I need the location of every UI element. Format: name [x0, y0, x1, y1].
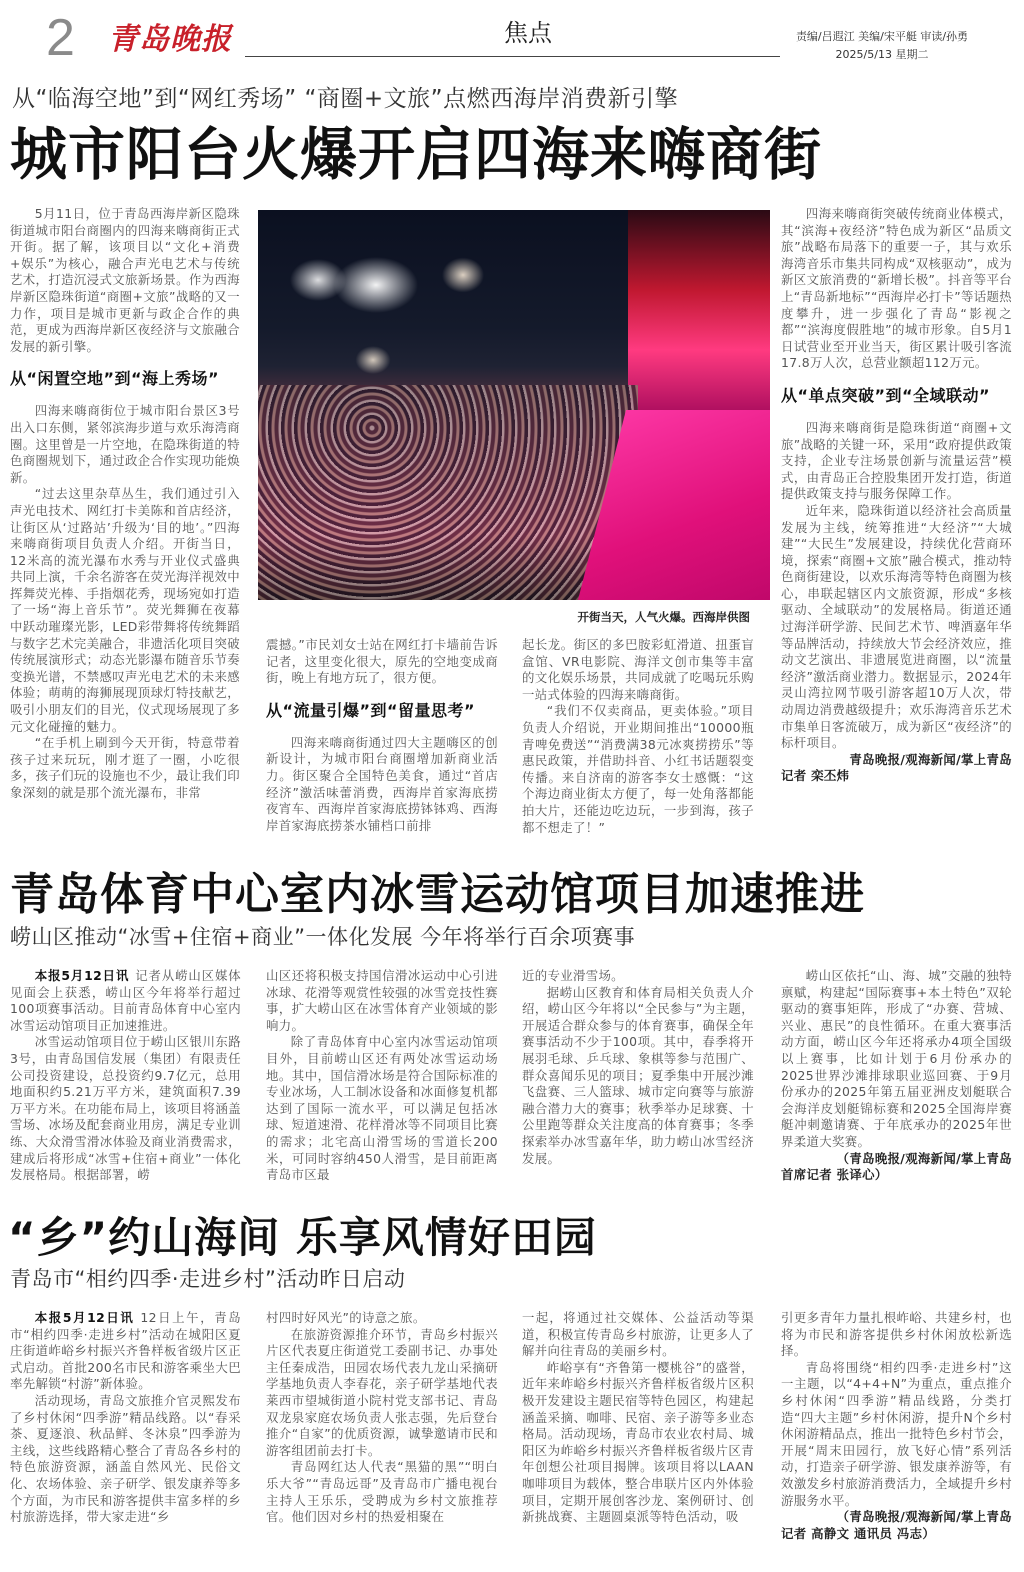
- section-heading: 从“闲置空地”到“海上秀场”: [10, 369, 220, 389]
- paragraph-text: 记者从崂山区媒体见面会上获悉，崂山区今年将举行超过100项赛事活动。目前青岛体育中心室内冰雪运动馆项目正加速推进。: [10, 968, 241, 1033]
- led-screen: [628, 210, 770, 410]
- section-title: 焦点: [504, 19, 552, 47]
- paragraph: 据崂山区教育和体育局相关负责人介绍，崂山区今年将以“全民参与”为主题，开展适合群众参与的体育赛事，确保全年赛事活动不少于100项。其中，春季将开展羽毛球、乒乓球、象棋等参与范围广、群众喜闻乐见的项目；夏季集中开展沙滩飞盘赛、三人篮球、城市定向赛等与旅游融合潜力大的赛事；秋季举办足球赛、十公里跑等群众关注度高的体育赛事；冬季探索举办冰雪嘉年华，助力崂山冰雪经济发展。: [522, 984, 754, 1166]
- editor-names: 责编/吕遐江 美编/宋平艇 审读/孙勇: [795, 30, 969, 43]
- article3-column-1: [10, 1310, 241, 1526]
- paragraph: 四海来嗨商街位于城市阳台景区3号出入口东侧，紧邻滨海步道与欢乐海湾商圈。这里曾是一片空地，在隐珠街道的特色商圈规划下，通过政企合作实现功能焕新。: [10, 403, 240, 485]
- paragraph: 一起，将通过社交媒体、公益活动等渠道，积极宣传青岛乡村旅游，让更多人了解并向往青岛的美丽乡村。: [522, 1310, 754, 1359]
- article2-column-4: [781, 968, 1012, 1184]
- paragraph: 起长龙。街区的多巴胺彩虹滑道、扭蛋盲盒馆、VR电影院、海洋文创市集等丰富的文化娱乐场景，共同成就了吃喝玩乐购一站式体验的四海来嗨商街。: [522, 637, 754, 702]
- paragraph: “我们不仅卖商品，更卖体验。”项目负责人介绍说，开业期间推出“10000瓶青啤免费送”“消费满38元冰爽捞捞乐”等惠民政策，并借助抖音、小红书话题裂变传播。来自济南的游客李女士感慨：“这个海边商业街太方便了，每一处角落都能拍大片，还能边吃边玩，一步到海，孩子都不想走了！”: [522, 703, 754, 835]
- article1-subhead: 从“临海空地”到“网红秀场” “商圈+文旅”点燃西海岸消费新引擎: [12, 86, 679, 112]
- paragraph-text: 12日上午，青岛市“相约四季·走进乡村”活动在城阳区夏庄街道岞峪乡村振兴齐鲁样板省级片区正式启动。首批200名市民和游客乘坐大巴率先解锁“村游”新体验。: [10, 1310, 241, 1392]
- paragraph: 四海来嗨商街是隐珠街道“商圈+文旅”战略的关键一环，采用“政府提供政策支持，企业专注场景创新与流量运营”模式，由青岛正合控股集团开发打造，街道提供政策支持与服务保障工作。: [781, 419, 1012, 502]
- page-number: 2: [46, 9, 75, 67]
- article3-subhead: 青岛市“相约四季·走进乡村”活动昨日启动: [10, 1267, 406, 1291]
- article1-column-4: [781, 206, 1012, 785]
- paragraph: 5月11日，位于青岛西海岸新区隐珠街道城市阳台商圈内的四海来嗨商街正式开街。据了解，该项目以“文化+消费+娱乐”为核心，融合声光电艺术与传统艺术，打造沉浸式文旅新场景。作为西海岸新区隐珠街道“商圈+文旅”战略的又一力作，项目是城市更新与政企合作的典范，更成为西海岸新区夜经济与文旅融合发展的新引擎。: [10, 206, 240, 354]
- paragraph: 青岛将围绕“相约四季·走进乡村”这一主题，以“4+4+N”为重点，重点推介乡村休闲“四季游”精品线路，分类打造“四大主题”乡村休闲游，提升N个乡村休闲游精品点，推出一批特色乡村节会，开展“周末田园行，放飞好心情”系列活动，打造亲子研学游、银发康养游等，有效激发乡村旅游消费活力，全域提升乡村游服务水平。: [781, 1359, 1012, 1508]
- paragraph: 山区还将积极支持国信滑冰运动中心引进冰球、花滑等观赏性较强的冰雪竞技性赛事，扩大崂山区在冰雪体育产业领域的影响力。: [266, 968, 498, 1033]
- section-heading: 从“单点突破”到“全域联动”: [781, 385, 991, 405]
- article2-column-3: [522, 968, 754, 1167]
- article2-column-2: [266, 968, 498, 1184]
- dateline: 本报5月12日讯: [34, 968, 130, 983]
- paragraph: 青岛网红达人代表“黑猫的黑”“明白乐大爷”“青岛远哥”及青岛市广播电视台主持人王乐乐，受聘成为乡村文旅推荐官。他们因对乡村的热爱相聚在: [266, 1459, 498, 1525]
- article1-column-3: [522, 637, 754, 836]
- paragraph: [10, 968, 241, 1034]
- header-rule: [245, 56, 780, 57]
- byline: 青岛晚报/观海新闻/掌上青岛: [849, 751, 1012, 767]
- paragraph: [10, 1310, 241, 1393]
- article3-column-2: [266, 1310, 498, 1526]
- paragraph: 近的专业滑雪场。: [522, 968, 624, 983]
- issue-date: 2025/5/13 星期二: [835, 48, 929, 61]
- paragraph: 村四时好风光”的诗意之旅。: [266, 1310, 426, 1325]
- paragraph: 近年来，隐珠街道以经济社会高质量发展为主线，统筹推进“大经济”“大城建”“大民生”发展建设，持续优化营商环境，探索“商圈+文旅”融合模式，推动特色商街建设，以欢乐海湾等特色商圈为核心，串联起辖区内文旅资源，形成“多核驱动、全域联动”的发展格局。街道还通过海洋研学游、民间艺术节、啤酒嘉年华等品牌活动，持续放大节会经济效应，推动文艺演出、非遗展览进商圈，以“流量经济”激活商业潜力。数据显示，2024年灵山湾拉网节吸引游客超10万人次，带动周边消费越级提升；欢乐海湾音乐艺术市集单日客流破万，成为新区“夜经济”的标杆项目。: [781, 502, 1012, 751]
- newspaper-logo: 青岛晚报: [108, 22, 232, 57]
- paragraph: 冰雪运动馆项目位于崂山区银川东路3号，由青岛国信发展（集团）有限责任公司投资建设，总投资约9.7亿元，总用地面积约5.21万平方米，建筑面积7.39万平方米。在功能布局上，该项目将涵盖雪场、冰场及配套商业用房，满足专业训练、大众滑雪滑冰体验及商业消费需求，建成后将形成“冰雪+住宿+商业”一体化发展格局。根据部署，崂: [10, 1034, 241, 1183]
- dateline: 本报5月12日讯: [34, 1310, 135, 1325]
- article1-photo: [258, 210, 770, 600]
- article1-column-2: [266, 637, 498, 834]
- article2-headline: 青岛体育中心室内冰雪运动馆项目加速推进: [10, 869, 865, 920]
- paragraph: 震撼。”市民刘女士站在网红打卡墙前告诉记者，这里变化很大，原先的空地变成商街，晚上有地方玩了，很方便。: [266, 637, 498, 686]
- article2-column-1: [10, 968, 241, 1184]
- article2-subhead: 崂山区推动“冰雪+住宿+商业”一体化发展 今年将举行百余项赛事: [10, 925, 636, 949]
- byline: （青岛晚报/观海新闻/掌上青岛: [836, 1150, 1012, 1166]
- crowd-light: [258, 385, 638, 600]
- photo-caption: 开街当天，人气火爆。西海岸供图: [577, 610, 750, 624]
- editor-credits: [782, 28, 982, 64]
- article3-headline: “乡”约山海间 乐享风情好田园: [8, 1213, 597, 1262]
- paragraph: 除了青岛体育中心室内冰雪运动馆项目外，目前崂山区还有两处冰雪运动场地。其中，国信滑冰场是符合国际标准的专业冰场，人工制冰设备和冰面修复机都达到了国际一流水平，可以满足包括冰球、短道速滑、花样滑冰等不同项目比赛的需求；北宅高山滑雪场的雪道长200米，可同时容纳450人滑雪，是目前距离青岛市区最: [266, 1034, 498, 1183]
- byline: （青岛晚报/观海新闻/掌上青岛: [836, 1509, 1012, 1525]
- paragraph: 活动现场，青岛文旅推介官灵熙发布了乡村休闲“四季游”精品线路。以“春采茶、夏逐浪、秋品鲜、冬沐泉”四季游为主线，这些线路精心整合了青岛各乡村的特色旅游资源，涵盖自然风光、民俗文化、农场体验、亲子研学、银发康养等多个方面，为市民和游客提供丰富多样的乡村旅游选择，带大家走进“乡: [10, 1392, 241, 1525]
- paragraph: 岞峪享有“齐鲁第一樱桃谷”的盛誉，近年来岞峪乡村振兴齐鲁样板省级片区积极开发建设主题民宿等特色园区，构建起涵盖采摘、咖啡、民宿、亲子游等多业态格局。活动现场，青岛市农业农村局、城阳区为岞峪乡村振兴齐鲁样板省级片区青年创想公社项目揭牌。该项目将以LAAN咖啡项目为载体，整合串联片区内外体验项目，定期开展创客沙龙、案例研讨、创新挑战赛、主题圆桌派等特色活动，吸: [522, 1359, 754, 1525]
- byline: 记者 栾丕炜: [781, 768, 850, 784]
- paragraph: “过去这里杂草丛生，我们通过引入声光电技术、网红打卡美陈和首店经济，让街区从‘过路站’升级为‘目的地’。”四海来嗨商街项目负责人介绍。开街当日，12米高的流光瀑布水秀与开业仪式盛典共同上演，千余名游客在荧光海洋视效中挥舞荧光棒、手指烟花秀，现场宛如打造了一场“海上音乐节”。荧光舞狮在夜幕中跃动璀璨光影，LED彩带舞将传统舞蹈与数字艺术完美融合，非遗活化项目突破传统展演形式；动态光影瀑布随音乐节奏变换光谱，不禁感叹声光电艺术的未来感体验；萌萌的海狮展现顶球灯特技献艺，吸引小朋友们的目光，仪式现场展现了多元文化碰撞的魅力。: [10, 486, 240, 734]
- paragraph: 四海来嗨商街通过四大主题嗨区的创新设计，为城市阳台商圈增加新商业活力。街区聚合全国特色美食，通过“首店经济”激活味蕾消费，西海岸首家海底捞夜宵车、西海岸首家海底捞钵钵鸡、西海岸首家海底捞茶水铺档口前排: [266, 734, 498, 833]
- byline: 记者 高静文 通讯员 冯志）: [781, 1525, 936, 1541]
- paragraph: 四海来嗨商街突破传统商业体模式，其“滨海+夜经济”特色成为新区“品质文旅”战略布局落下的重要一子，其与欢乐海湾音乐市集共同构成“双核驱动”，成为新区文旅消费的“新增长极”。抖音等平台上“青岛新地标”“西海岸必打卡”等话题热度攀升，进一步强化了青岛“影视之都”“滨海度假胜地”的城市形象。自5月1日试营业至开业当天，街区累计吸引客流17.8万人次，总营业额超112万元。: [781, 206, 1012, 371]
- article1-headline: 城市阳台火爆开启四海来嗨商街: [10, 122, 822, 188]
- paragraph: 崂山区依托“山、海、城”交融的独特禀赋，构建起“国际赛事+本土特色”双轮驱动的赛事矩阵，形成了“办赛、营城、兴业、惠民”的良性循环。在重大赛事活动方面，崂山区今年还将承办4项全国级以上赛事，比如计划于6月份承办的2025世界沙滩排球职业巡回赛、于9月份承办的2025年第五届亚洲皮划艇联合会海洋皮划艇锦标赛和2025全国海岸赛艇冲刺邀请赛、于年底承办的2025年世界柔道大奖赛。: [781, 968, 1012, 1149]
- section-heading: 从“流量引爆”到“留量思考”: [266, 700, 476, 720]
- byline: 首席记者 张译心）: [781, 1167, 888, 1183]
- article3-column-4: [781, 1310, 1012, 1542]
- paragraph: 引更多青年力量扎根岞峪、共建乡村，也将为市民和游客提供乡村休闲放松新选择。: [781, 1310, 1012, 1359]
- article1-column-1: [10, 206, 240, 802]
- paragraph: “在手机上刷到今天开街，特意带着孩子过来玩玩，刚才逛了一圈，小吃很多，孩子们玩的设施也不少，最让我们印象深刻的就是那个流光瀑布，非常: [10, 735, 240, 800]
- article3-column-3: [522, 1310, 754, 1526]
- paragraph: 在旅游资源推介环节，青岛乡村振兴片区代表夏庄街道党工委副书记、办事处主任秦成浩，田园农场代表九龙山采摘研学基地负责人李春花，亲子研学基地代表莱西市望城街道小院村党支部书记、青岛双龙泉家庭农场负责人张志强，先后登台推介“自家”的优质资源，诚挚邀请市民和游客组团前去打卡。: [266, 1326, 498, 1458]
